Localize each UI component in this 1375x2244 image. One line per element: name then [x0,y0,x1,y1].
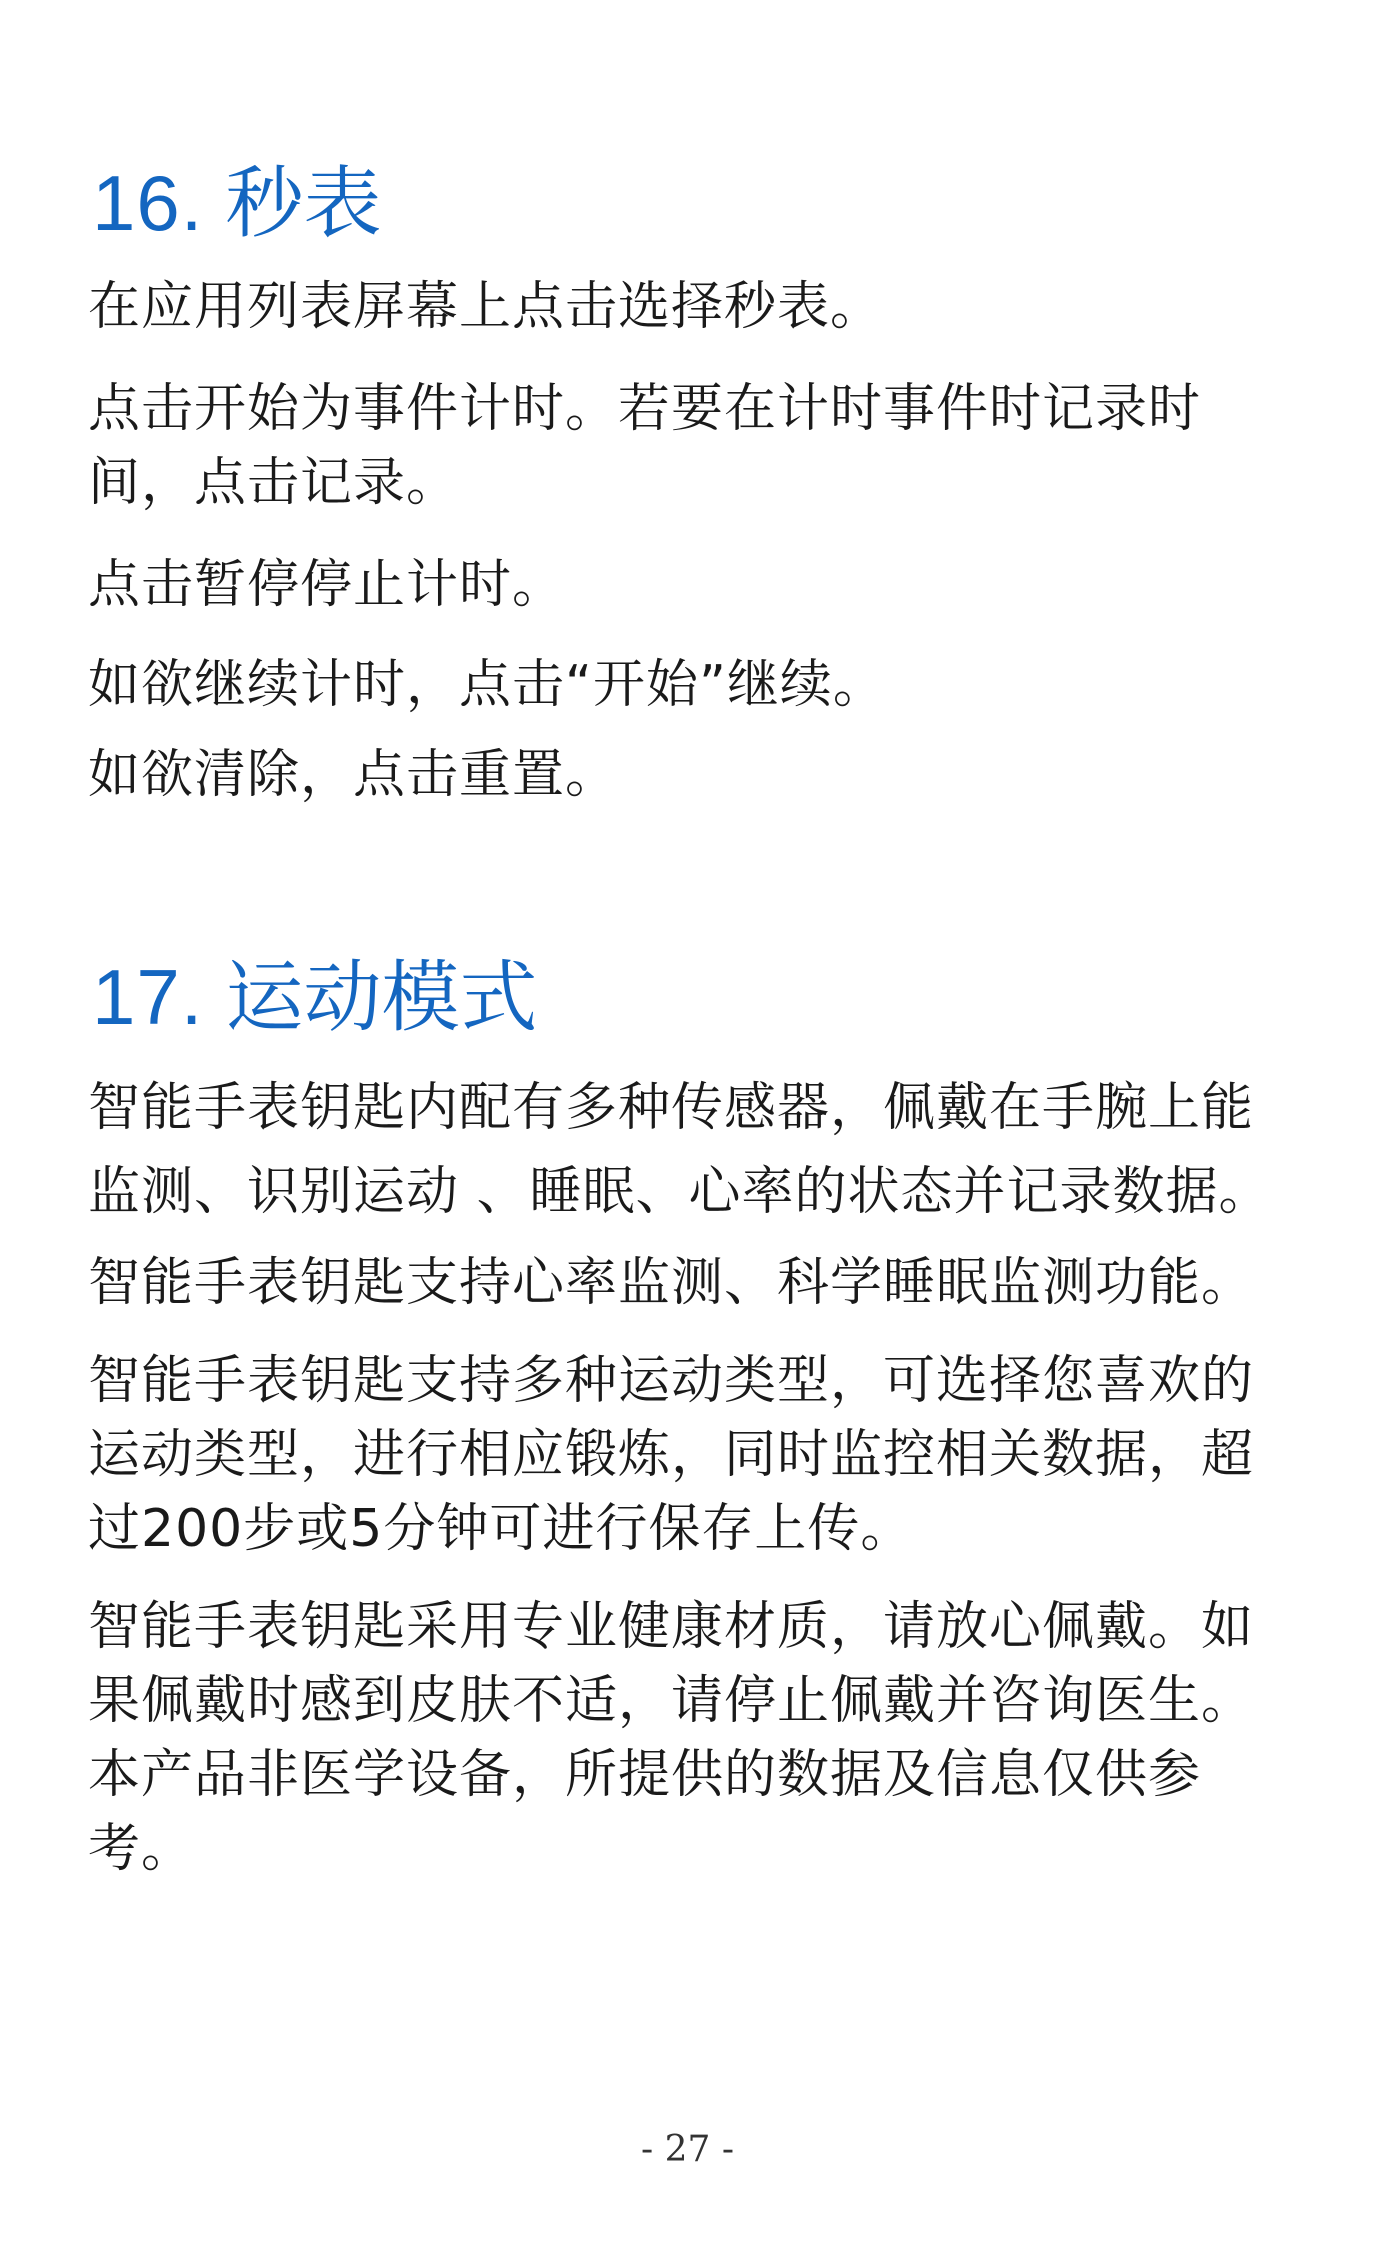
section-title: 秒表 [225,159,382,249]
section-number: 17. [92,953,204,1041]
paragraph-reset: 如欲清除，点击重置。 [88,745,619,805]
section-number: 16. [92,159,204,247]
paragraph-continue: 如欲继续计时，点击“开始”继续。 [88,655,886,715]
section-title: 运动模式 [225,953,538,1043]
paragraph-sensors: 智能手表钥匙内配有多种传感器，佩戴在手腕上能监测、识别运动 、睡眠、心率的状态并记录数据。 [88,1078,1272,1222]
section-heading-sport-mode [92,952,537,1043]
paragraph-sport-types: 智能手表钥匙支持多种运动类型，可选择您喜欢的运动类型，进行相应锻炼，同时监控相关数据，超过200步或5分钟可进行保存上传。 [88,1351,1255,1559]
paragraph-health-monitoring: 智能手表钥匙支持心率监测、科学睡眠监测功能。 [88,1253,1255,1313]
paragraph-safety-notice: 智能手表钥匙采用专业健康材质，请放心佩戴。如果佩戴时感到皮肤不适，请停止佩戴并咨询医生。本产品非医学设备，所提供的数据及信息仅供参考。 [88,1597,1255,1879]
paragraph-start-record: 点击开始为事件计时。若要在计时事件时记录时间，点击记录。 [88,379,1202,513]
paragraph-pause: 点击暂停停止计时。 [88,555,566,615]
section-heading-stopwatch [92,158,381,249]
paragraph-open-stopwatch: 在应用列表屏幕上点击选择秒表。 [88,277,884,337]
page-number: - 27 - [640,2129,735,2170]
